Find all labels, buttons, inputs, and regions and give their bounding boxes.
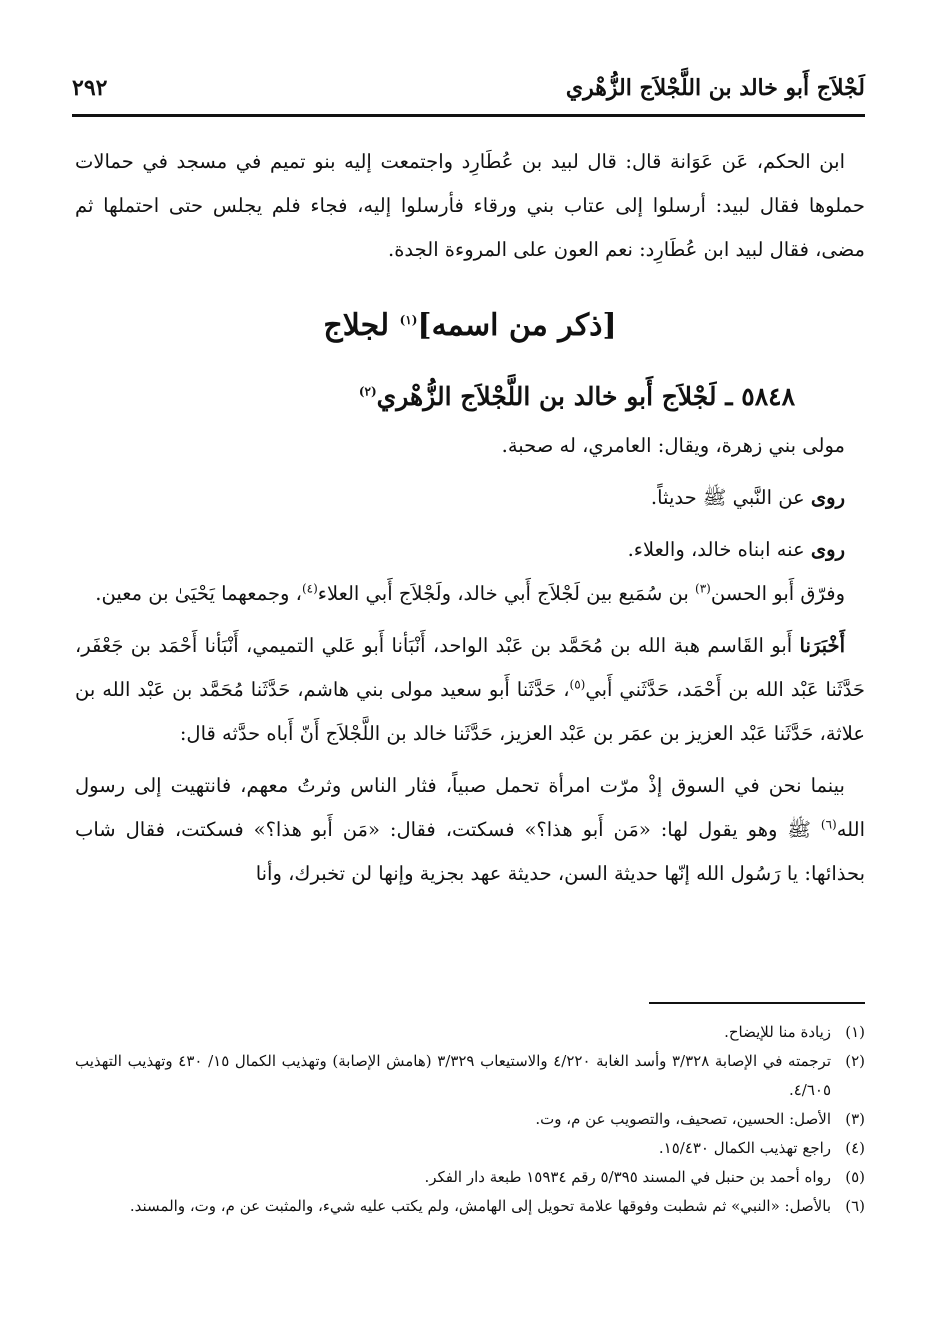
section-heading xyxy=(75,296,865,356)
footnote-text: رواه أحمد بن حنبل في المسند ٥/٣٩٥ رقم ١٥٩٣٤ طبعة دار الفكر. xyxy=(424,1168,831,1186)
entry-line-rawa-anhu xyxy=(75,528,865,572)
footnote-text: زيادة منا للإيضاح. xyxy=(724,1023,831,1041)
farraq-text-3: ، وجمعهما يَحْيَىٰ بن معين. xyxy=(95,582,302,605)
footnote-number: (١) xyxy=(845,1023,865,1041)
rawa-anhu-text: عنه ابناه خالد، والعلاء. xyxy=(627,538,805,561)
footnote-ref-6: (٦) xyxy=(820,817,837,832)
keyword-akhbarana: أَخْبَرَنا xyxy=(799,634,845,657)
hadith-text-2: ﷺ وهو يقول لها: «مَن أَبو هذا؟» فسكتت، فقال: «مَن أَبو هذا؟» فسكتت، فقال شاب بحذائها: يا رَسُول الله إنّها حديثة السن، حديثة عهد بجزية وإنها لن تخبرك، وأنا xyxy=(75,818,865,885)
section-heading-tail: لجلاج xyxy=(323,308,390,343)
intro-paragraph: ابن الحكم، عَن عَوَانة قال: قال لبيد بن عُطَارِد واجتمعت إليه بنو تميم في مسجد في حمالات حملوها فقال لبيد: أرسلوا إلى عتاب بني ورقاء فأرسلوا إليه، فجاء فلم يجلس حتى احتملها ثم مضى، فقال لبيد ابن عُطَارِد: نعم العون على المروءة الجدة. xyxy=(75,150,865,261)
footnote-text: راجع تهذيب الكمال ١٥/٤٣٠. xyxy=(658,1139,831,1157)
footnote-ref-4: (٤) xyxy=(301,581,318,596)
hadith-paragraph xyxy=(75,764,865,896)
page-header xyxy=(72,62,865,117)
footnote-number: (٣) xyxy=(845,1110,865,1128)
footnote xyxy=(75,1192,865,1221)
footnote xyxy=(75,1163,865,1192)
running-title: لَجْلاَج أَبو خالد بن اللَّجْلاَج الزُّهْري xyxy=(565,75,865,101)
entry-heading-text: ٥٨٤٨ ـ لَجْلاَج أَبو خالد بن اللَّجْلاَج الزُّهْري xyxy=(376,382,795,411)
main-text xyxy=(75,140,865,896)
footnote-separator xyxy=(649,1002,865,1004)
isnad-text-1: أَبو القَاسم هبة الله بن مُحَمَّد بن عَبْد الواحد، أَنْبَأنا أَبو عَلي التميمي، أَنْبَأنا أَحْمَد بن جَعْفَر، حَدَّثَنا عَبْد الله بن أَحْمَد، حَدَّثَني أَبي xyxy=(75,634,865,701)
footnote xyxy=(75,1105,865,1134)
footnote-text: ترجمته في الإصابة ٣/٣٢٨ وأسد الغابة ٤/٢٢٠ والاستيعاب ٣/٣٢٩ (هامش الإصابة) وتهذيب الكمال ١٥/ ٤٣٠ وتهذيب التهذيب ٤/٦٠٥. xyxy=(75,1052,831,1099)
footnote-ref-3: (٣) xyxy=(695,581,711,596)
farraq-paragraph xyxy=(75,572,865,616)
footnote-text: الأصل: الحسين، تصحيف، والتصويب عن م، وت. xyxy=(535,1110,831,1128)
footnote-number: (٦) xyxy=(845,1197,865,1215)
keyword-rawa: روى xyxy=(810,538,845,561)
isnad-paragraph xyxy=(75,624,865,756)
hadith-text-1: بينما نحن في السوق إذْ مرّت امرأة تحمل صبياً، فثار الناس وثرتُ معهم، فانتهيت إلى رسول الله xyxy=(75,774,865,841)
footnote-ref-1: (١) xyxy=(399,313,418,327)
page-number: ٢٩٢ xyxy=(72,75,108,101)
footnote xyxy=(75,1134,865,1163)
entry-line-rawa-an xyxy=(75,476,865,520)
footnote xyxy=(75,1018,865,1047)
farraq-text-2: بن سُمَيع بين لَجْلاَج أَبي خالد، ولَجْلاَج أَبي العلاء xyxy=(317,582,689,605)
footnote-ref-2: (٢) xyxy=(358,384,377,399)
entry-line-mawla: مولى بني زهرة، ويقال: العامري، له صحبة. xyxy=(501,434,845,457)
rawa-an-text: عن النَّبي ﷺ حديثاً. xyxy=(650,486,805,509)
isnad-text-2: ، حَدَّثَنا أَبو سعيد مولى بني هاشم، حَدَّثَنا مُحَمَّد بن عَبْد الله بن علاثة، حَدَّثَنا عَبْد العزيز بن عمَر بن عَبْد العزيز، حَدَّثَنا خالد بن اللَّجْلاَج أَنّ أَباه حدَّثه قال: xyxy=(75,678,865,745)
footnote-number: (٥) xyxy=(845,1168,865,1186)
footnote-number: (٢) xyxy=(845,1052,865,1070)
footnote-ref-5: (٥) xyxy=(569,677,586,692)
footnote xyxy=(75,1047,865,1105)
footnote-number: (٤) xyxy=(845,1139,865,1157)
footnotes xyxy=(75,1018,865,1221)
section-heading-text: [ذكر من اسمه] xyxy=(417,308,617,343)
farraq-text-1: وفرّق أَبو الحسن xyxy=(710,582,845,605)
footnote-text: بالأصل: «النبي» ثم شطبت وفوقها علامة تحويل إلى الهامش، ولم يكتب عليه شيء، والمثبت عن م، وت، والمسند. xyxy=(129,1197,831,1215)
entry-heading xyxy=(75,370,795,424)
keyword-rawa: روى xyxy=(810,486,845,509)
